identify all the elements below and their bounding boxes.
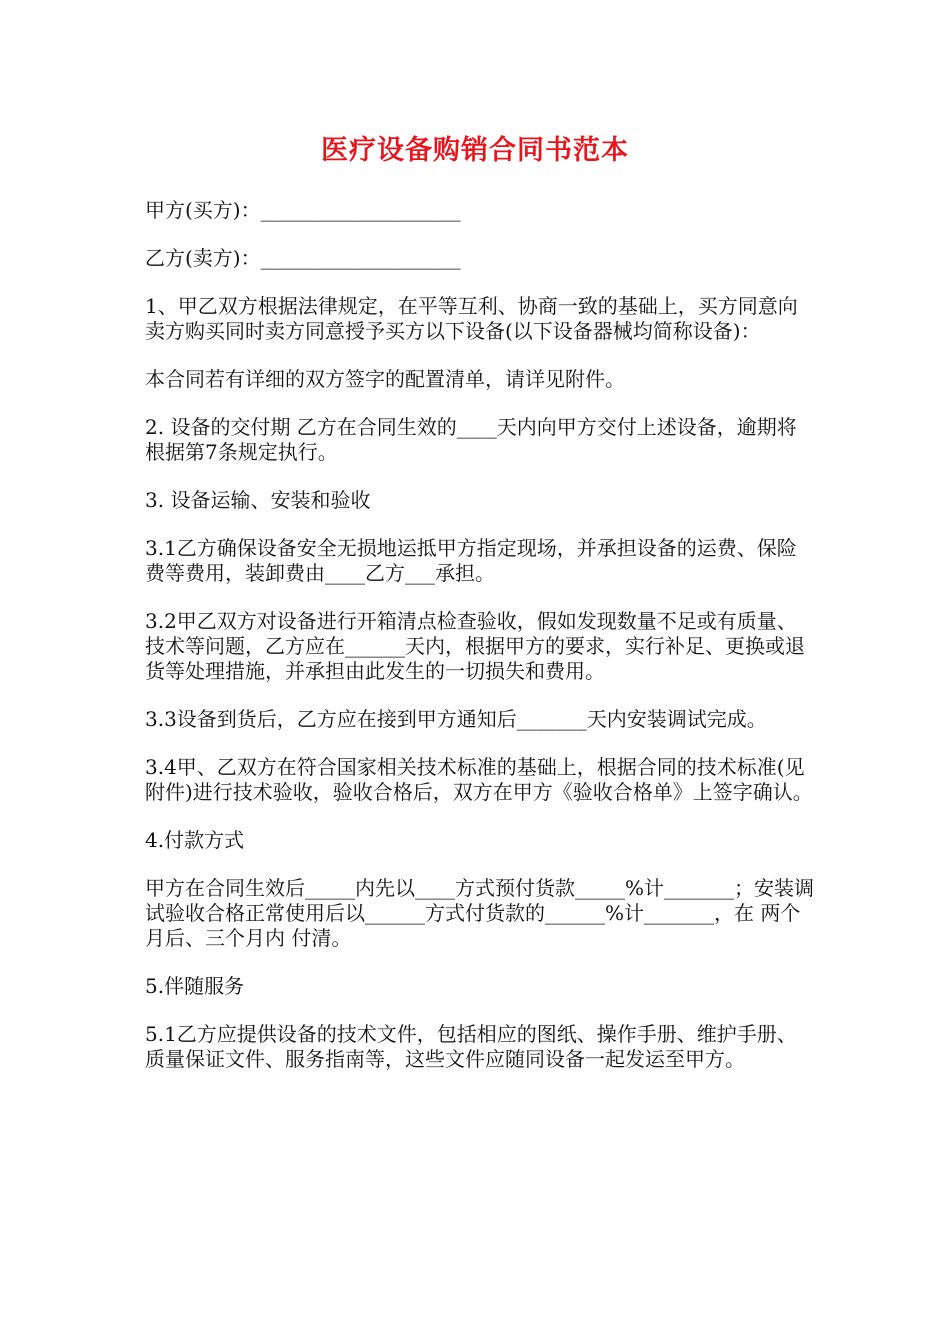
- clause-5-heading: 5.伴随服务: [145, 974, 245, 998]
- clause-3-4: 3.4甲、乙双方在符合国家相关技术标准的基础上，根据合同的技术标准(见附件)进行技术验收，验收合格后，双方在甲方《验收合格单》上签字确认。: [145, 755, 813, 804]
- document-body: [145, 198, 815, 1095]
- clause-3-1: 3.1乙方确保设备安全无损地运抵甲方指定现场，并承担设备的运费、保险费等费用，装卸费由____乙方___承担。: [145, 536, 797, 585]
- clause-3-heading: 3. 设备运输、安装和验收: [145, 488, 371, 512]
- clause-1: 1、甲乙双方根据法律规定，在平等互利、协商一致的基础上，买方同意向卖方购买同时卖方同意授予买方以下设备(以下设备器械均简称设备)：: [145, 294, 798, 343]
- document-title: 医疗设备购销合同书范本: [321, 135, 629, 166]
- party-a-line: 甲方(买方)：____________________: [145, 198, 461, 222]
- clause-4-payment: 甲方在合同生效后_____内先以____方式预付货款_____%计_______；安装调试验收合格正常使用后以______方式付货款的______%计_______，在 两个月后、三个月内 付清。: [145, 876, 815, 950]
- party-b-line: 乙方(卖方)：____________________: [145, 246, 461, 270]
- clause-4-heading: 4.付款方式: [145, 828, 245, 852]
- clause-5-1: 5.1乙方应提供设备的技术文件，包括相应的图纸、操作手册、维护手册、质量保证文件、服务指南等，这些文件应随同设备一起发运至甲方。: [145, 1022, 797, 1071]
- clause-3-2: 3.2甲乙双方对设备进行开箱清点检查验收，假如发现数量不足或有质量、技术等问题，乙方应在______天内，根据甲方的要求，实行补足、更换或退货等处理措施，并承担由此发生的一切损失和费用。: [145, 609, 805, 683]
- clause-3-3: 3.3设备到货后，乙方应在接到甲方通知后_______天内安装调试完成。: [145, 707, 767, 731]
- clause-2-delivery: 2. 设备的交付期 乙方在合同生效的____天内向甲方交付上述设备，逾期将根据第7条规定执行。: [145, 415, 797, 464]
- attachment-note: 本合同若有详细的双方签字的配置清单，请详见附件。: [145, 367, 625, 391]
